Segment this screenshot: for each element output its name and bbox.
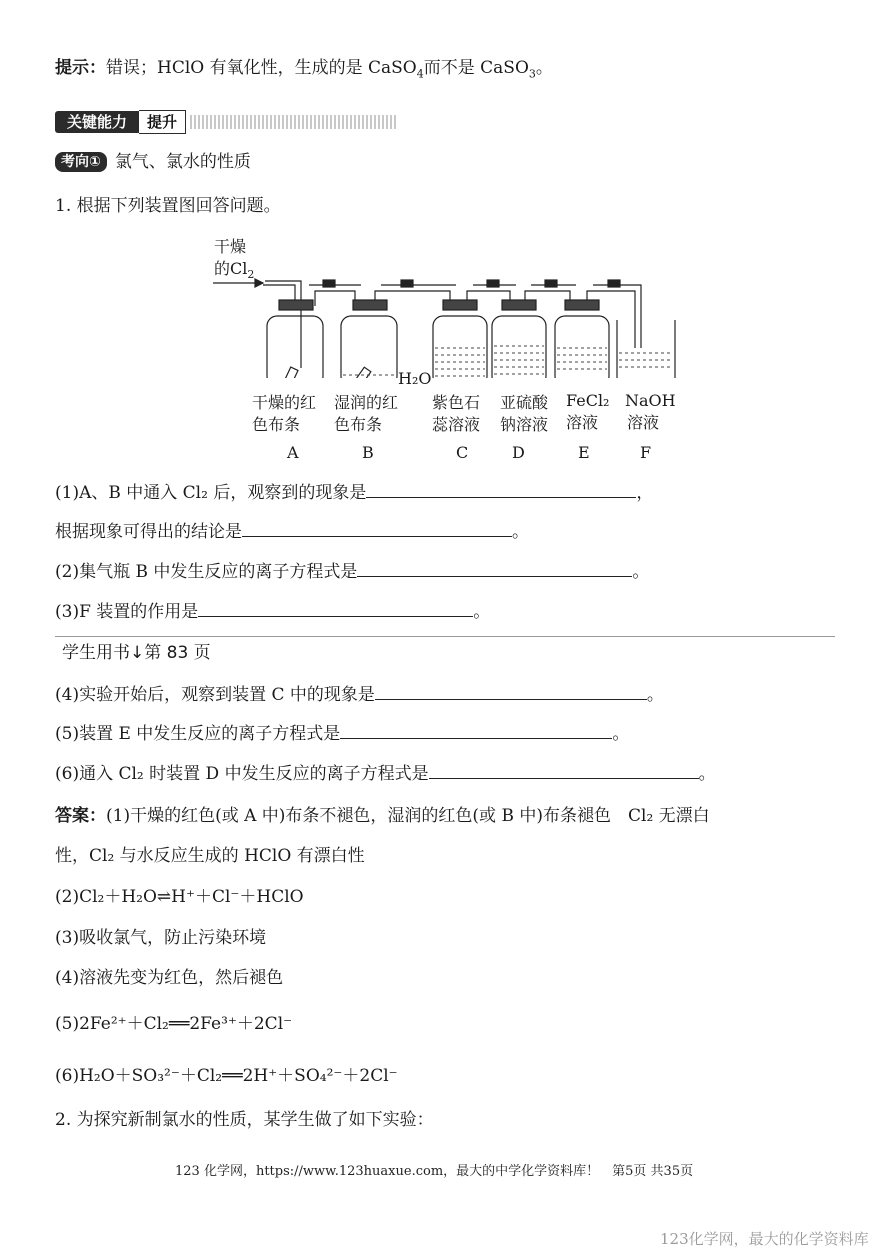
stopper-C [443,300,477,310]
inlet-label-2-sub: 2 [247,268,255,282]
label-E-1: FeCl₂ [566,391,610,410]
page-divider [55,636,835,637]
answer-1-text: (1)干燥的红色(或 A 中)布条不褪色，湿润的红色(或 B 中)布条褪色 Cl₂ 无漂白 [106,806,710,826]
q1-3: (3)F 装置的作用是 。 [55,602,491,622]
stopper-A [279,300,313,310]
q1-2-blank[interactable] [357,560,632,577]
letter-E: E [578,443,590,462]
label-E-2: 溶液 [566,413,599,432]
section-heading [55,150,251,174]
q1-1b-blank[interactable] [242,520,512,537]
q1-1a: (1)A、B 中通入 Cl₂ 后，观察到的现象是 ， [55,483,654,503]
q1-1a-text: (1)A、B 中通入 Cl₂ 后，观察到的现象是 [55,483,367,503]
q1-4: (4)实验开始后，观察到装置 C 中的现象是 。 [55,685,664,705]
label-B-2: 色布条 [334,415,383,434]
answer-1-line2: 性，Cl₂ 与水反应生成的 HClO 有漂白性 [55,846,365,866]
label-D-1: 亚硫酸 [500,393,549,412]
section-title: 氯气、氯水的性质 [114,152,251,172]
label-A-1: 干燥的红 [252,393,317,412]
banner-left: 关键能力 [55,111,139,133]
inlet-label-2-text: 的Cl [214,259,248,278]
q1-4-blank[interactable] [375,683,647,700]
label-C-1: 紫色石 [432,393,481,412]
hint-line [55,56,553,80]
q1-6-blank[interactable] [429,762,699,779]
label-B-1: 湿润的红 [334,393,399,412]
hint-end: 。 [535,58,553,78]
label-A-2: 色布条 [252,415,301,434]
q1-1b: 根据现象可得出的结论是 。 [55,522,529,542]
inlet-arrow-head [255,279,263,287]
q1-6-text: (6)通入 Cl₂ 时装置 D 中发生反应的离子方程式是 [55,764,429,784]
hint-sub-3: 3 [528,67,536,81]
hint-label: 提示： [55,58,106,78]
letter-B: B [362,443,374,462]
hint-mid: 而不是 CaSO [423,58,529,78]
cloth-B [355,367,371,378]
bottle-D [492,316,546,378]
q1-3-text: (3)F 装置的作用是 [55,602,199,622]
letter-C: C [456,443,469,462]
book-ref: 学生用书↓第 83 页 [62,643,211,663]
banner-right: 提升 [139,110,186,134]
section-tag: 考向① [55,152,107,172]
answer-3: (3)吸收氯气，防止污染环境 [55,928,267,948]
label-F-1: NaOH [625,391,676,410]
hint-text: 错误；HClO 有氧化性，生成的是 CaSO [106,58,417,78]
q1-6: (6)通入 Cl₂ 时装置 D 中发生反应的离子方程式是 。 [55,764,716,784]
banner-stripes [190,115,396,129]
key-ability-banner [55,110,396,134]
beaker-F [617,320,675,378]
q1-stem: 1. 根据下列装置图回答问题。 [55,196,281,216]
q1-1b-text: 根据现象可得出的结论是 [55,522,242,542]
page-footer: 123 化学网，https://www.123huaxue.com，最大的中学化学资料库！ 第5页 共35页 [175,1164,694,1179]
q1-4-text: (4)实验开始后，观察到装置 C 中的现象是 [55,685,375,705]
answer-6: (6)H₂O＋SO₃²⁻＋Cl₂══2H⁺＋SO₄²⁻＋2Cl⁻ [55,1066,398,1086]
answer-5: (5)2Fe²⁺＋Cl₂══2Fe³⁺＋2Cl⁻ [55,1014,293,1034]
q1-5-text: (5)装置 E 中发生反应的离子方程式是 [55,724,341,744]
inlet-label-1: 干燥 [214,237,247,256]
letter-A: A [287,443,299,462]
stopper-D [502,300,536,310]
answer-2: (2)Cl₂＋H₂O⇌H⁺＋Cl⁻＋HClO [55,887,304,907]
apparatus-diagram [205,228,695,378]
stopper-E [565,300,599,310]
q2-stem: 2. 为探究新制氯水的性质，某学生做了如下实验： [55,1110,434,1130]
answer-4: (4)溶液先变为红色，然后褪色 [55,968,284,988]
cloth-A [284,367,298,378]
q1-1a-blank[interactable] [366,481,636,498]
watermark: 123化学网，最大的化学资料库 [660,1230,869,1248]
q1-2: (2)集气瓶 B 中发生反应的离子方程式是 。 [55,562,650,582]
hint-sub-4: 4 [416,67,424,81]
q1-3-blank[interactable] [198,600,473,617]
letter-F: F [640,443,652,462]
q1-2-text: (2)集气瓶 B 中发生反应的离子方程式是 [55,562,358,582]
q1-5: (5)装置 E 中发生反应的离子方程式是 。 [55,724,630,744]
answer-label: 答案： [55,806,106,826]
label-C-2: 蕊溶液 [432,415,481,434]
label-D-2: 钠溶液 [500,415,549,434]
water-label: H₂O [398,369,432,388]
q1-5-blank[interactable] [340,722,612,739]
bottle-B [341,316,397,378]
inlet-label-2 [214,258,254,280]
letter-D: D [512,443,525,462]
label-F-2: 溶液 [627,413,660,432]
answer-1-line1 [55,804,710,828]
stopper-B [353,300,387,310]
